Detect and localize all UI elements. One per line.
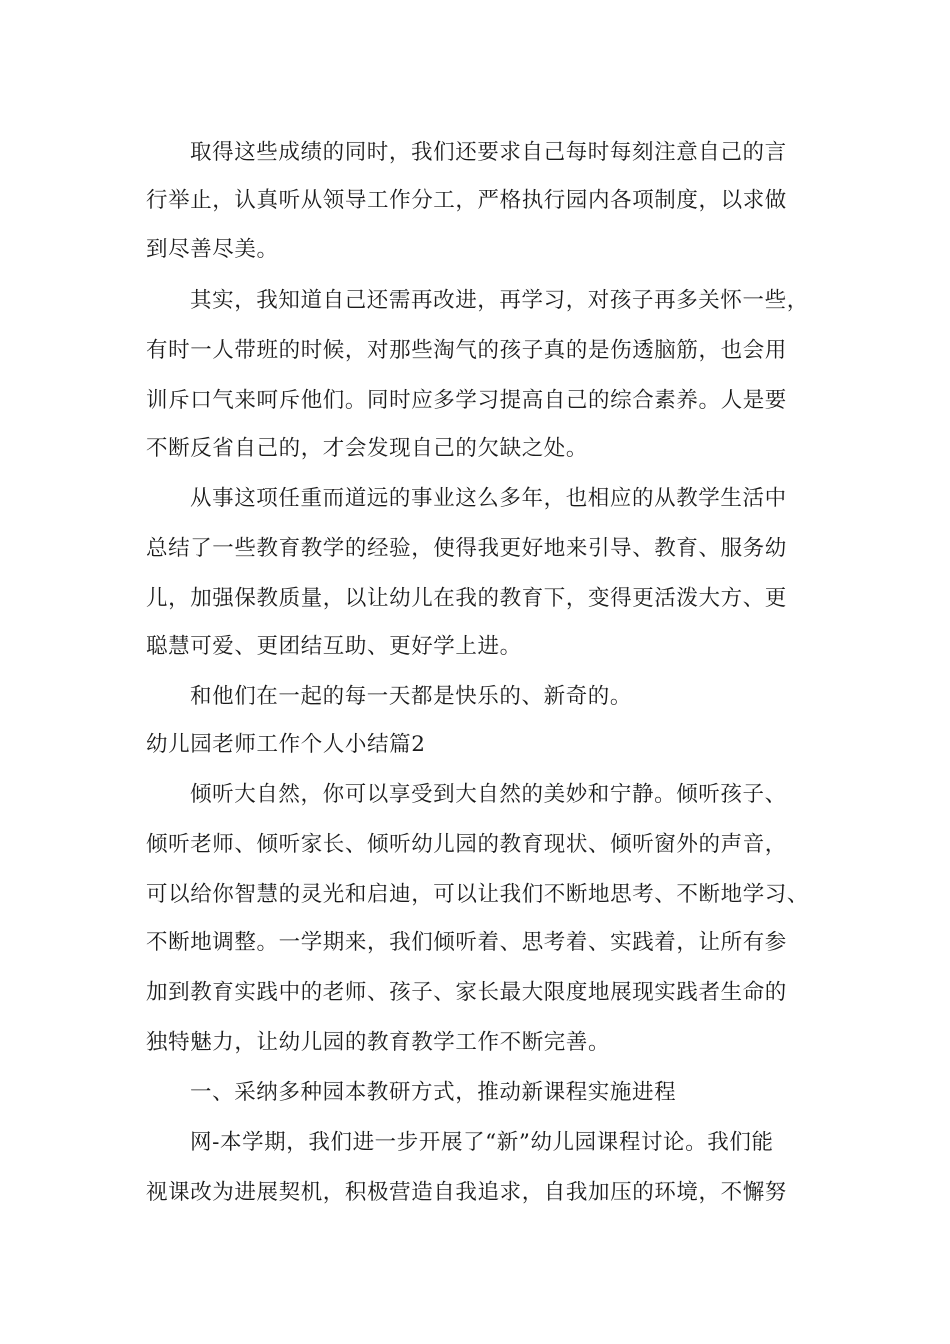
paragraph-5-line-4: 不断地调整。一学期来，我们倾听着、思考着、实践着，让所有参 bbox=[146, 930, 787, 955]
paragraph-5-line-6: 独特魅力，让幼儿园的教育教学工作不断完善。 bbox=[146, 1030, 611, 1055]
subsection-heading: 一、采纳多种园本教研方式，推动新课程实施进程 bbox=[190, 1080, 677, 1105]
paragraph-2-line-3: 训斥口气来呵斥他们。同时应多学习提高自己的综合素养。人是要 bbox=[146, 388, 787, 413]
paragraph-5-line-2: 倾听老师、倾听家长、倾听幼儿园的教育现状、倾听窗外的声音， bbox=[146, 832, 787, 857]
paragraph-6-line-1: 网-本学期，我们进一步开展了“新”幼儿园课程讨论。我们能 bbox=[190, 1130, 774, 1155]
paragraph-1-line-1: 取得这些成绩的同时，我们还要求自己每时每刻注意自己的言 bbox=[190, 140, 787, 165]
paragraph-3-line-3: 儿，加强保教质量，以让幼儿在我的教育下，变得更活泼大方、更 bbox=[146, 586, 787, 611]
paragraph-5-line-3: 可以给你智慧的灵光和启迪，可以让我们不断地思考、不断地学习、 bbox=[146, 882, 810, 907]
paragraph-3-line-4: 聪慧可爱、更团结互助、更好学上进。 bbox=[146, 634, 522, 659]
paragraph-2-line-4: 不断反省自己的，才会发现自己的欠缺之处。 bbox=[146, 436, 589, 461]
paragraph-1-line-3: 到尽善尽美。 bbox=[146, 237, 279, 262]
paragraph-5-line-5: 加到教育实践中的老师、孩子、家长最大限度地展现实践者生命的 bbox=[146, 980, 787, 1005]
paragraph-6-line-2: 视课改为进展契机，积极营造自我追求，自我加压的环境，不懈努 bbox=[146, 1180, 787, 1205]
paragraph-2-line-1: 其实，我知道自己还需再改进，再学习，对孩子再多关怀一些， bbox=[190, 288, 809, 313]
paragraph-3-line-1: 从事这项任重而道远的事业这么多年，也相应的从教学生活中 bbox=[190, 486, 787, 511]
paragraph-5-line-1: 倾听大自然，你可以享受到大自然的美妙和宁静。倾听孩子、 bbox=[190, 782, 787, 807]
paragraph-3-line-2: 总结了一些教育教学的经验，使得我更好地来引导、教育、服务幼 bbox=[146, 536, 787, 561]
paragraph-1-line-2: 行举止，认真听从领导工作分工，严格执行园内各项制度，以求做 bbox=[146, 188, 787, 213]
section-heading: 幼儿园老师工作个人小结篇2 bbox=[146, 732, 426, 757]
paragraph-2-line-2: 有时一人带班的时候，对那些淘气的孩子真的是伤透脑筋，也会用 bbox=[146, 338, 787, 363]
paragraph-4-line-1: 和他们在一起的每一天都是快乐的、新奇的。 bbox=[190, 684, 633, 709]
